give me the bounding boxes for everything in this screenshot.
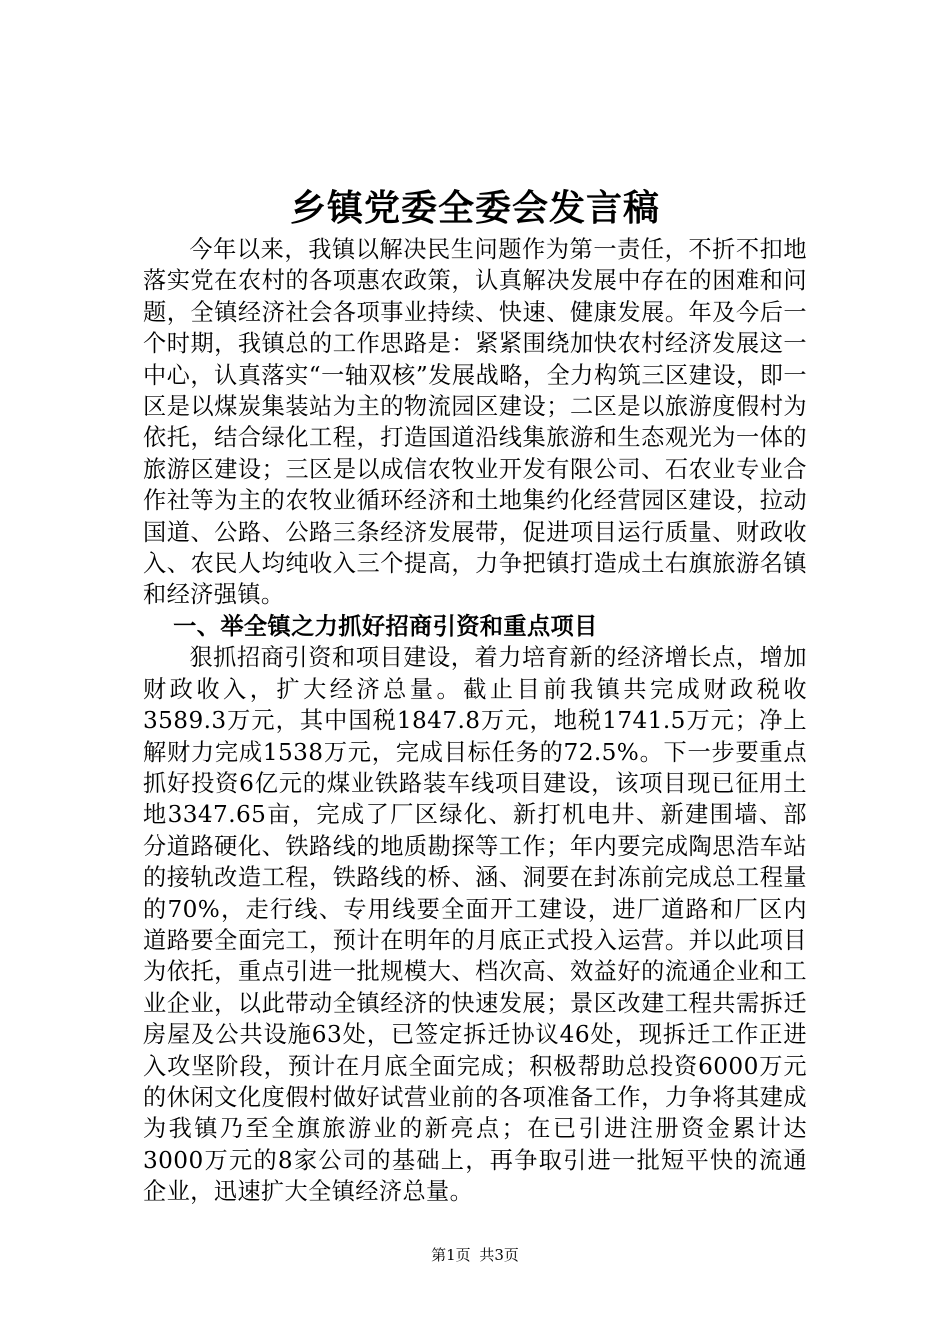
- section-1-paragraph: 狠抓招商引资和项目建设，着力培育新的经济增长点，增加财政收入，扩大经济总量。截止目前我镇共完成财政税收3589.3万元，其中国税1847.8万元，地税1741.5万元；净上解财力完成1538万元，完成目标任务的72.5%。下一步要重点抓好投资6亿元的煤业铁路装车线项目建设，该项目现已征用土地3347.65亩，完成了厂区绿化、新打机电井、新建围墙、部分道路硬化、铁路线的地质勘探等工作；年内要完成陶思浩车站的接轨改造工程，铁路线的桥、涵、洞要在封冻前完成总工程量的70%，走行线、专用线要全面开工建设，进厂道路和厂区内道路要全面完工，预计在明年的月底正式投入运营。并以此项目为依托，重点引进一批规模大、档次高、效益好的流通企业和工业企业，以此带动全镇经济的快速发展；景区改建工程共需拆迁房屋及公共设施63处，已签定拆迁协议46处，现拆迁工作正进入攻坚阶段，预计在月底全面完成；积极帮助总投资6000万元的休闲文化度假村做好试营业前的各项准备工作，力争将其建成为我镇乃至全旗旅游业的新亮点；在已引进注册资金累计达3000万元的8家公司的基础上，再争取引进一批短平快的流通企业，迅速扩大全镇经济总量。: [143, 644, 807, 1206]
- document-body: [143, 234, 807, 1208]
- intro-paragraph: 今年以来，我镇以解决民生问题作为第一责任，不折不扣地落实党在农村的各项惠农政策，认真解决发展中存在的困难和问题，全镇经济社会各项事业持续、快速、健康发展。年及今后一个时期，我镇总的工作思路是：紧紧围绕加快农村经济发展这一中心，认真落实“一轴双核”发展战略，全力构筑三区建设，即一区是以煤炭集装站为主的物流园区建设；二区是以旅游度假村为依托，结合绿化工程，打造国道沿线集旅游和生态观光为一体的旅游区建设；三区是以成信农牧业开发有限公司、石农业专业合作社等为主的农牧业循环经济和土地集约化经营园区建设，拉动国道、公路、公路三条经济发展带，促进项目运行质量、财政收入、农民人均纯收入三个提高，力争把镇打造成土右旗旅游名镇和经济强镇。: [143, 236, 807, 609]
- section-heading-1: 一、举全镇之力抓好招商引资和重点项目: [173, 612, 598, 640]
- page-footer: 第1页 共3页: [431, 1246, 519, 1264]
- document-title: 乡镇党委全委会发言稿: [289, 187, 660, 229]
